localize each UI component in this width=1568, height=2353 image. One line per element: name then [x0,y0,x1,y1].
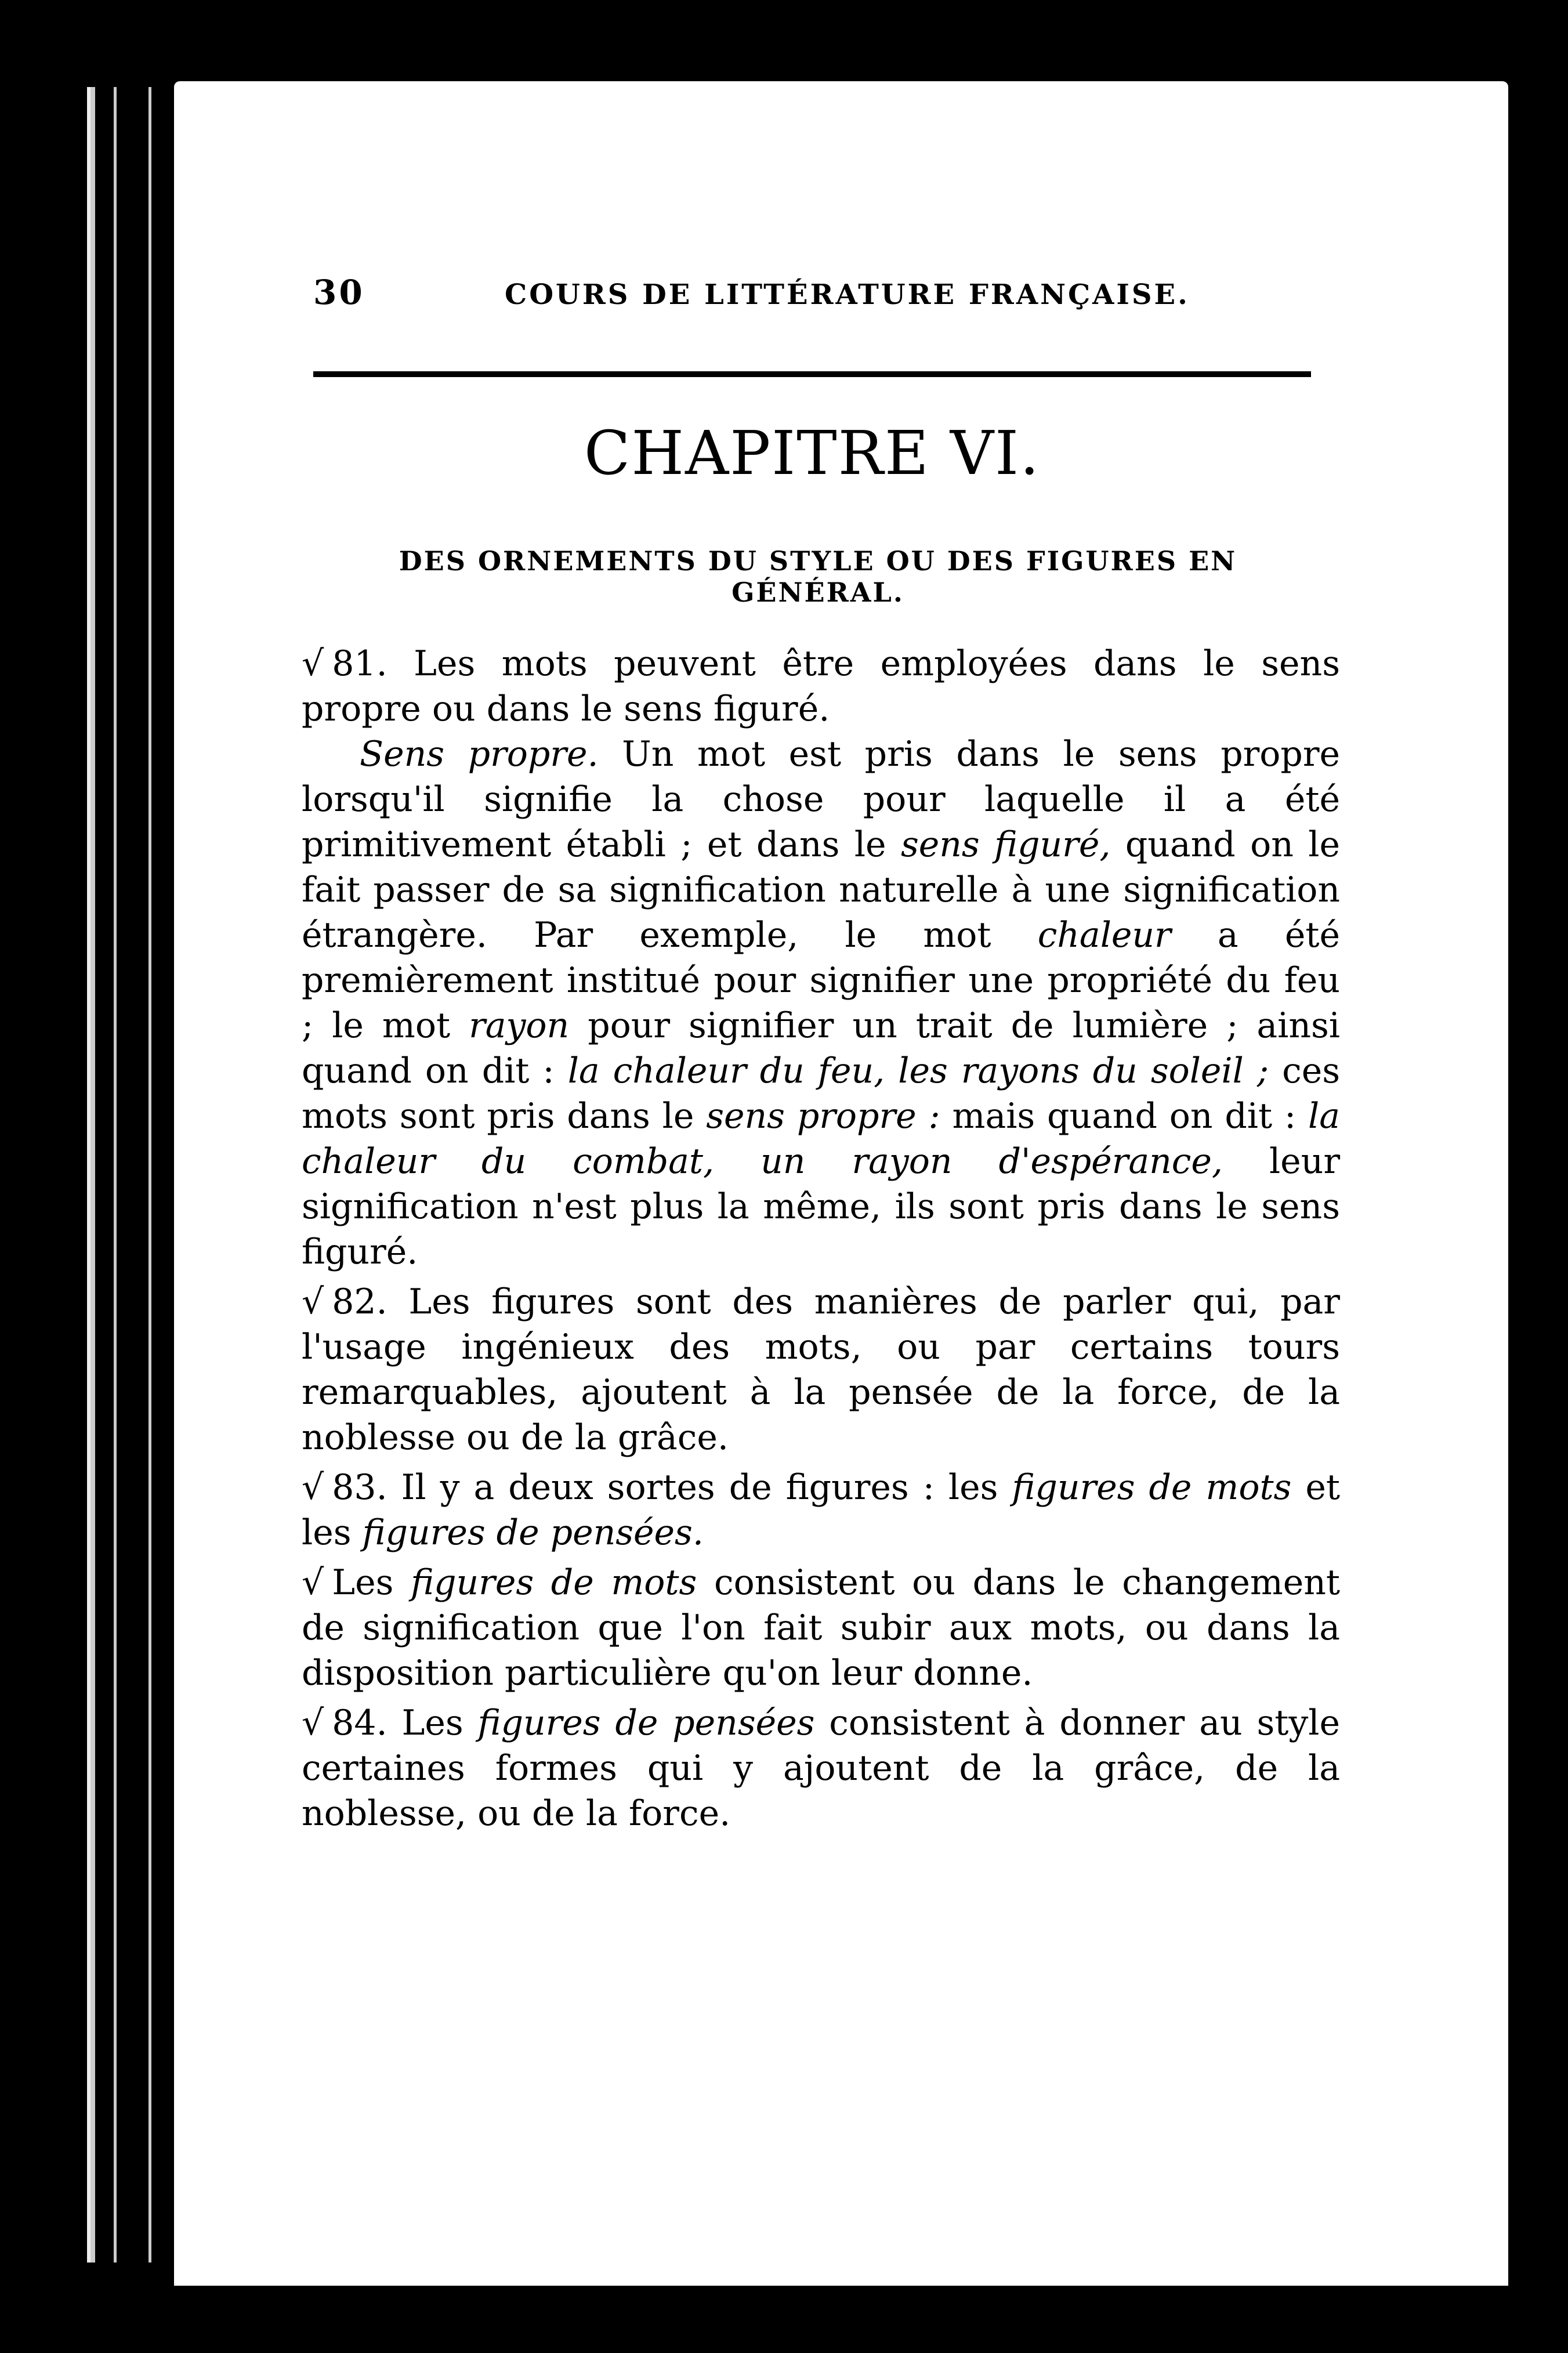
text-run: 84. Les [332,1703,478,1743]
paragraph-figures-de-mots [302,1560,1340,1696]
paragraph-text: 81. Les mots peuvent être employées dans le sens propre ou dans le sens figuré. [302,643,1340,729]
text-run: et les [302,1467,1340,1553]
chapter-title: CHAPITRE VI. [584,418,1041,488]
check-mark-icon: √ [302,1703,324,1743]
paragraph-82 [302,1279,1340,1460]
term: rayon [469,1005,570,1046]
running-title: COURS DE LITTÉRATURE FRANÇAISE. [505,278,1190,311]
example: la chaleur du feu, les rayons du soleil ; [567,1051,1269,1091]
text-run: mais quand on dit : [940,1096,1309,1136]
example: la chaleur du combat, un rayon d'espérance, [302,1096,1340,1182]
term: figures de pensées [477,1703,815,1743]
check-mark-icon: √ [302,643,324,684]
text-run: pour signifier un trait de lumière ; ainsi quand on dit : [302,1005,1340,1091]
section-title: DES ORNEMENTS DU STYLE OU DES FIGURES EN GÉNÉRAL. [399,545,1237,608]
body-text [302,641,1340,1836]
text-run: quand on le fait passer de sa signification naturelle à une signification étrangère. Par exemple, le mot [302,824,1340,955]
text-run: consistent à donner au style certaines formes qui y ajoutent de la grâce, de la noblesse, ou de la force. [302,1703,1340,1834]
paragraph-84 [302,1700,1340,1836]
term: Sens propre. [360,734,599,774]
text-run: leur signification n'est plus la même, ils sont pris dans le sens figuré. [302,1141,1341,1272]
term: sens propre : [706,1096,940,1136]
check-mark-icon: √ [302,1282,324,1322]
text-run: a été premièrement institué pour signifier une propriété du feu ; le mot [302,915,1340,1046]
paragraph-sens-propre [302,732,1340,1275]
text-run: 83. Il y a deux sortes de figures : les [332,1467,1012,1508]
term: chaleur [1037,915,1171,955]
term: figures de pensées. [362,1512,704,1553]
check-mark-icon: √ [302,1562,324,1603]
term: figures de mots [411,1562,697,1603]
paragraph-83 [302,1465,1340,1555]
text-run: ces mots sont pris dans le [302,1051,1340,1136]
text-run: Les [332,1562,411,1603]
page-number: 30 [313,273,365,312]
term: sens figuré, [900,824,1111,865]
book-edge [87,87,183,2262]
text-run: consistent ou dans le changement de signification que l'on fait subir aux mots, ou dans la disposition particulière qu'on leur donne. [302,1562,1341,1693]
term: figures de mots [1012,1467,1292,1508]
paragraph-text: 82. Les figures sont des manières de parler qui, par l'usage ingénieux des mots, ou par certains tours remarquables, ajoutent à la pensée de la force, de la noblesse ou de la grâce. [302,1282,1340,1458]
check-mark-icon: √ [302,1467,324,1508]
paragraph-81 [302,641,1340,732]
text-run: Un mot est pris dans le sens propre lorsqu'il signifie la chose pour laquelle il a été primitivement établi ; et dans le [302,734,1341,865]
header-rule [313,371,1311,377]
